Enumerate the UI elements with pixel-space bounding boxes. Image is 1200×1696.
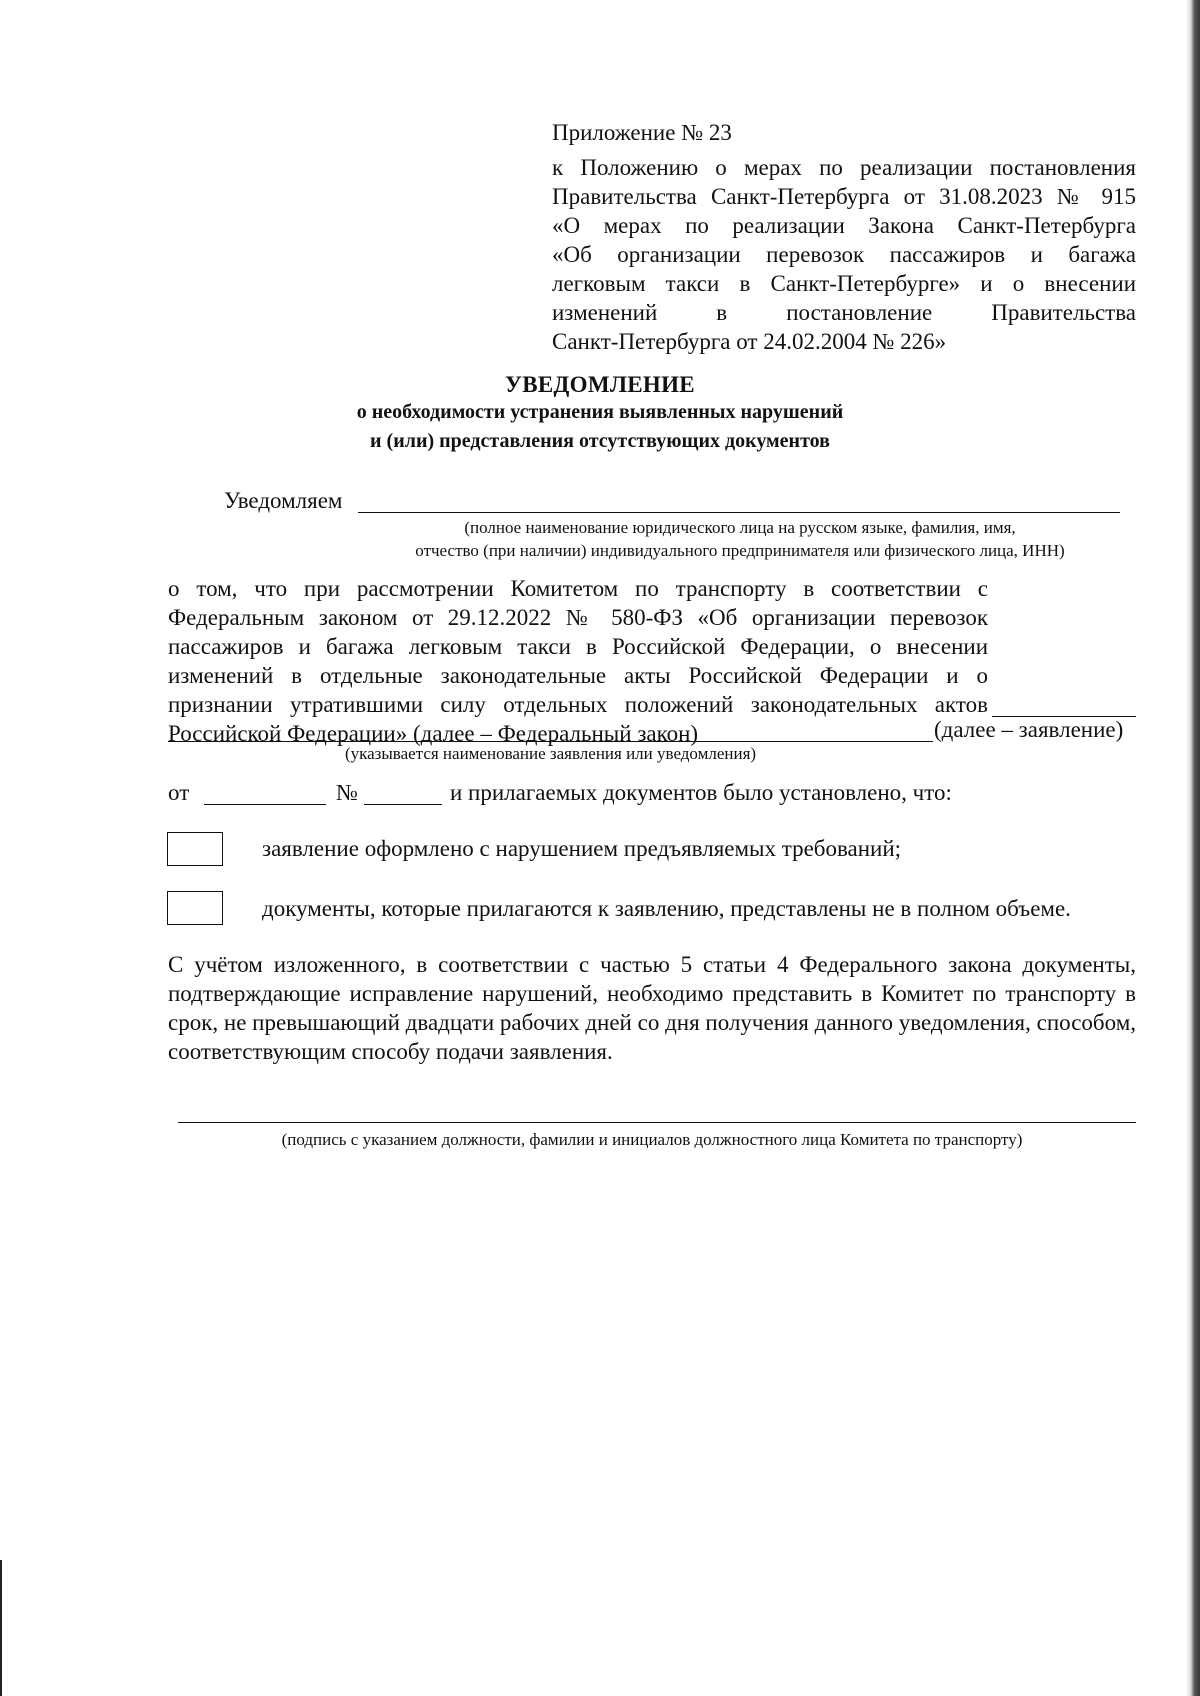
- conclusion-paragraph: С учётом изложенного, в соответствии с частью 5 статьи 4 Федерального закона документы, подтверждающие исправление нарушений, необходимо представить в Комитет по транспорту в срок, не превышающий двадцати рабочих дней со дня получения данного уведомления, способом, соответствующим способу подачи заявления.: [168, 952, 1136, 1064]
- main-paragraph: о том, что при рассмотрении Комитетом по транспорту в соответствии с Федеральным законом от 29.12.2022 № 580-ФЗ «Об организации перевозок пассажиров и багажа легковым такси в Российской Федерации, о внесении изменений в отдельные законодательные акты Российской Федерации и о признании утратившими силу отдельных положений законодательных актов Российской Федерации» (далее – Федеральный закон): [168, 576, 988, 746]
- violation-checkbox[interactable]: [167, 832, 223, 866]
- incomplete-docs-checkbox[interactable]: [167, 891, 223, 925]
- signature-note: (подпись с указанием должности, фамилии и инициалов должностного лица Комитета по транспорту): [281, 1130, 1023, 1149]
- recipient-note-line1: (полное наименование юридического лица на русском языке, фамилия, имя,: [464, 518, 1016, 537]
- date-field[interactable]: [204, 780, 326, 805]
- application-note: (указывается наименование заявления или уведомления): [344, 744, 757, 763]
- annex-number: Приложение № 23: [552, 120, 732, 145]
- recipient-note-line2: отчество (при наличии) индивидуального предпринимателя или физического лица, ИНН): [415, 541, 1065, 560]
- violation-checkbox-label: заявление оформлено с нарушением предъявляемых требований;: [262, 836, 902, 861]
- number-field[interactable]: [364, 780, 442, 805]
- from-label: от: [168, 780, 190, 805]
- number-label: №: [336, 780, 358, 805]
- document-title: УВЕДОМЛЕНИЕ: [505, 372, 695, 397]
- annex-line: «О мерах по реализации Закона Санкт-Петербурга: [552, 213, 1136, 238]
- document-subtitle-line1: о необходимости устранения выявленных нарушений: [356, 401, 844, 423]
- incomplete-docs-checkbox-label: документы, которые прилагаются к заявлению, представлены не в полном объеме.: [262, 896, 1071, 921]
- annex-line: «Об организации перевозок пассажиров и багажа: [552, 242, 1136, 267]
- annex-line: Санкт-Петербурга от 24.02.2004 № 226»: [552, 329, 947, 354]
- from-line-rest: и прилагаемых документов было установлено, что:: [450, 780, 952, 805]
- annex-line: Правительства Санкт-Петербурга от 31.08.2023 № 915: [552, 184, 1136, 209]
- annex-line: к Положению о мерах по реализации постановления: [552, 155, 1136, 180]
- signature-field[interactable]: [178, 1098, 1136, 1123]
- annex-line: легковым такси в Санкт-Петербурге» и о внесении: [552, 271, 1136, 296]
- notify-label: Уведомляем: [224, 488, 343, 513]
- recipient-name-field[interactable]: [358, 488, 1120, 513]
- annex-line: изменений в постановление Правительства: [552, 300, 1136, 325]
- application-name-field-end[interactable]: [992, 692, 1136, 717]
- document-subtitle-line2: и (или) представления отсутствующих документов: [370, 430, 830, 452]
- annex-block: [552, 118, 1136, 356]
- scan-edge-right: [1186, 0, 1200, 1696]
- application-name-field[interactable]: [168, 717, 933, 742]
- scan-edge-left: [0, 1560, 2, 1696]
- application-suffix: (далее – заявление): [934, 717, 1124, 742]
